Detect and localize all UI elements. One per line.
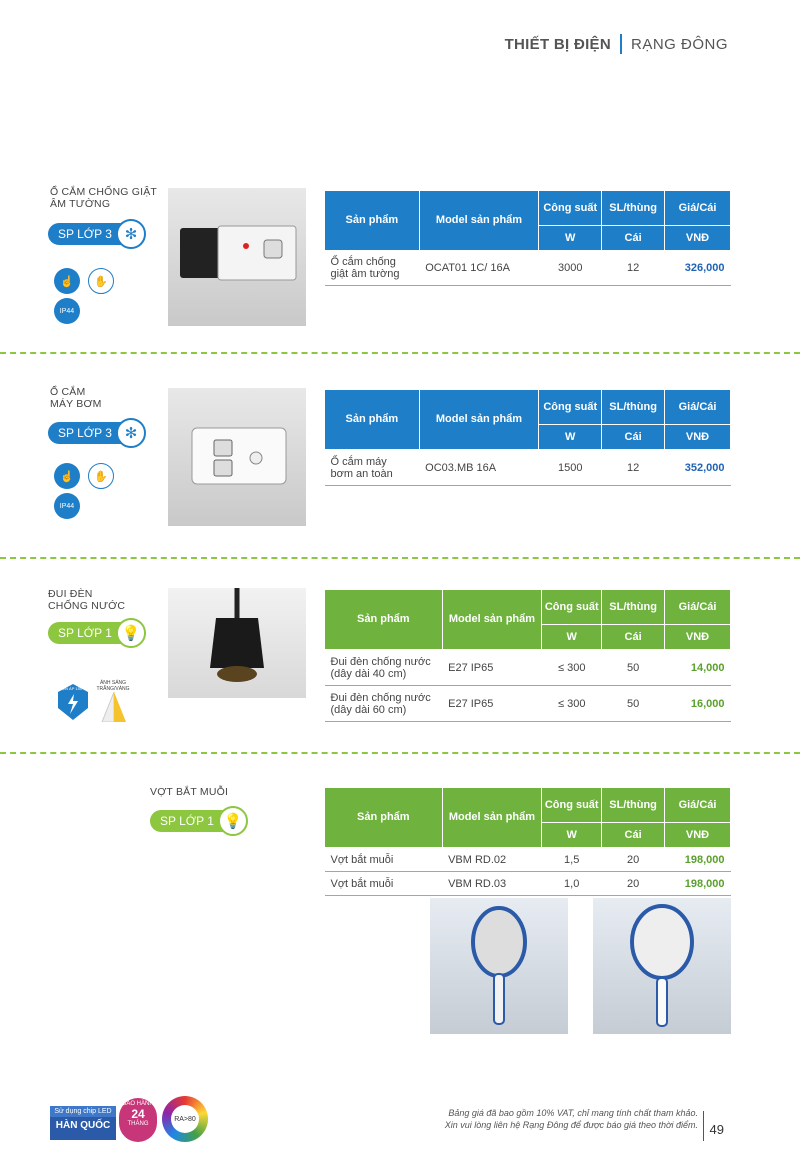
table-row: Đui đèn chống nước (dây dài 60 cm) E27 IP65 ≤ 300 50 16,000	[325, 686, 731, 722]
section-divider	[0, 557, 800, 559]
racket-illustration	[430, 898, 568, 1034]
bulb-icon: 💡	[116, 618, 146, 648]
price-table-3: Sản phẩm Model sản phẩm Công suất SL/thùng Giá/Cái W Cái VNĐ Đui đèn chống nước (dây dài 40 cm) E27 IP65 ≤ 300 50 14,000 Đui đèn chống nước (dây dài 60 cm) E27 IP65 ≤ 300 50 16,000	[324, 589, 731, 722]
product-image-lampholder	[168, 588, 306, 698]
header-separator	[620, 34, 622, 54]
section-2-title: Ổ CẮM MÁY BƠM	[50, 386, 102, 410]
col-model: Model sản phẩm	[419, 191, 539, 251]
section-4-title: VỢT BẮT MUỖI	[150, 786, 229, 798]
class-3-pill: SP LỚP 3 ✻	[48, 422, 144, 444]
page-number: 49	[709, 1122, 724, 1137]
light-color-icon	[100, 692, 132, 722]
header-title-right: RẠNG ĐÔNG	[630, 35, 728, 53]
socket-illustration	[168, 188, 306, 326]
racket-illustration	[593, 898, 731, 1034]
section-divider	[0, 352, 800, 354]
ra-badge: RA>80	[162, 1096, 208, 1142]
table-row: Ổ cắm chống giật âm tường OCAT01 1C/ 16A 3000 12 326,000	[325, 251, 731, 286]
col-power: Công suất	[539, 191, 602, 226]
table-row: Đui đèn chống nước (dây dài 40 cm) E27 IP65 ≤ 300 50 14,000	[325, 650, 731, 686]
touch-icon: ☝	[54, 463, 80, 489]
product-image-racket-rd02	[430, 898, 568, 1034]
section-1-title: Ổ CẮM CHỐNG GIẬT ÂM TƯỜNG	[50, 186, 158, 210]
warranty-badge: BẢO HÀNH 24 THÁNG	[119, 1098, 157, 1142]
no-touch-icon: ✋	[88, 268, 114, 294]
ip44-icon: IP44	[54, 493, 80, 519]
section-divider	[0, 752, 800, 754]
snowflake-icon: ✻	[116, 418, 146, 448]
ip44-icon: IP44	[54, 298, 80, 324]
page-header	[505, 34, 728, 54]
bulb-icon: 💡	[218, 806, 248, 836]
korea-chip-badge: Sử dụng chip LED HÀN QUỐC	[50, 1106, 116, 1140]
header-title-left: THIẾT BỊ ĐIỆN	[504, 35, 611, 53]
class-1-pill: SP LỚP 1 💡	[150, 810, 246, 832]
touch-icon: ☝	[54, 268, 80, 294]
price-table-4: Sản phẩm Model sản phẩm Công suất SL/thùng Giá/Cái W Cái VNĐ Vợt bắt muỗi VBM RD.02 1,5 20 198,000 Vợt bắt muỗi VBM RD.03 1,0 20 198,000	[324, 787, 731, 896]
col-product: Sản phẩm	[325, 191, 420, 251]
class-1-pill: SP LỚP 1 💡	[48, 622, 144, 644]
pump-socket-illustration	[168, 388, 306, 526]
page-number-separator	[703, 1111, 704, 1141]
product-image-racket-rd03	[593, 898, 731, 1034]
no-touch-icon: ✋	[88, 463, 114, 489]
section-3-title: ĐUI ĐÈN CHỐNG NƯỚC	[48, 588, 126, 612]
product-image-socket	[168, 188, 306, 326]
product-image-pump-socket	[168, 388, 306, 526]
table-row: Vợt bắt muỗi VBM RD.03 1,0 20 198,000	[325, 872, 731, 896]
class-3-pill: SP LỚP 3 ✻	[48, 223, 144, 245]
col-qty: SL/thùng	[602, 191, 665, 226]
price-table-2: Sản phẩm Model sản phẩm Công suất SL/thùng Giá/Cái W Cái VNĐ Ổ cắm máy bơm an toàn OC03.MB 16A 1500 12 352,000	[324, 389, 731, 486]
lampholder-illustration	[168, 588, 306, 698]
footer-note: Bảng giá đã bao gồm 10% VAT, chỉ mang tính chất tham khảo. Xin vui lòng liên hệ Rạng Đông để được báo giá theo thời điểm.	[444, 1108, 698, 1130]
table-row: Vợt bắt muỗi VBM RD.02 1,5 20 198,000	[325, 848, 731, 872]
col-price: Giá/Cái	[665, 191, 731, 226]
snowflake-icon: ✻	[116, 219, 146, 249]
table-row: Ổ cắm máy bơm an toàn OC03.MB 16A 1500 12 352,000	[325, 450, 731, 486]
price-table-1: Sản phẩm Model sản phẩm Công suất SL/thùng Giá/Cái W Cái VNĐ Ổ cắm chống giật âm tường OCAT01 1C/ 16A 3000 12 326,000	[324, 190, 731, 286]
